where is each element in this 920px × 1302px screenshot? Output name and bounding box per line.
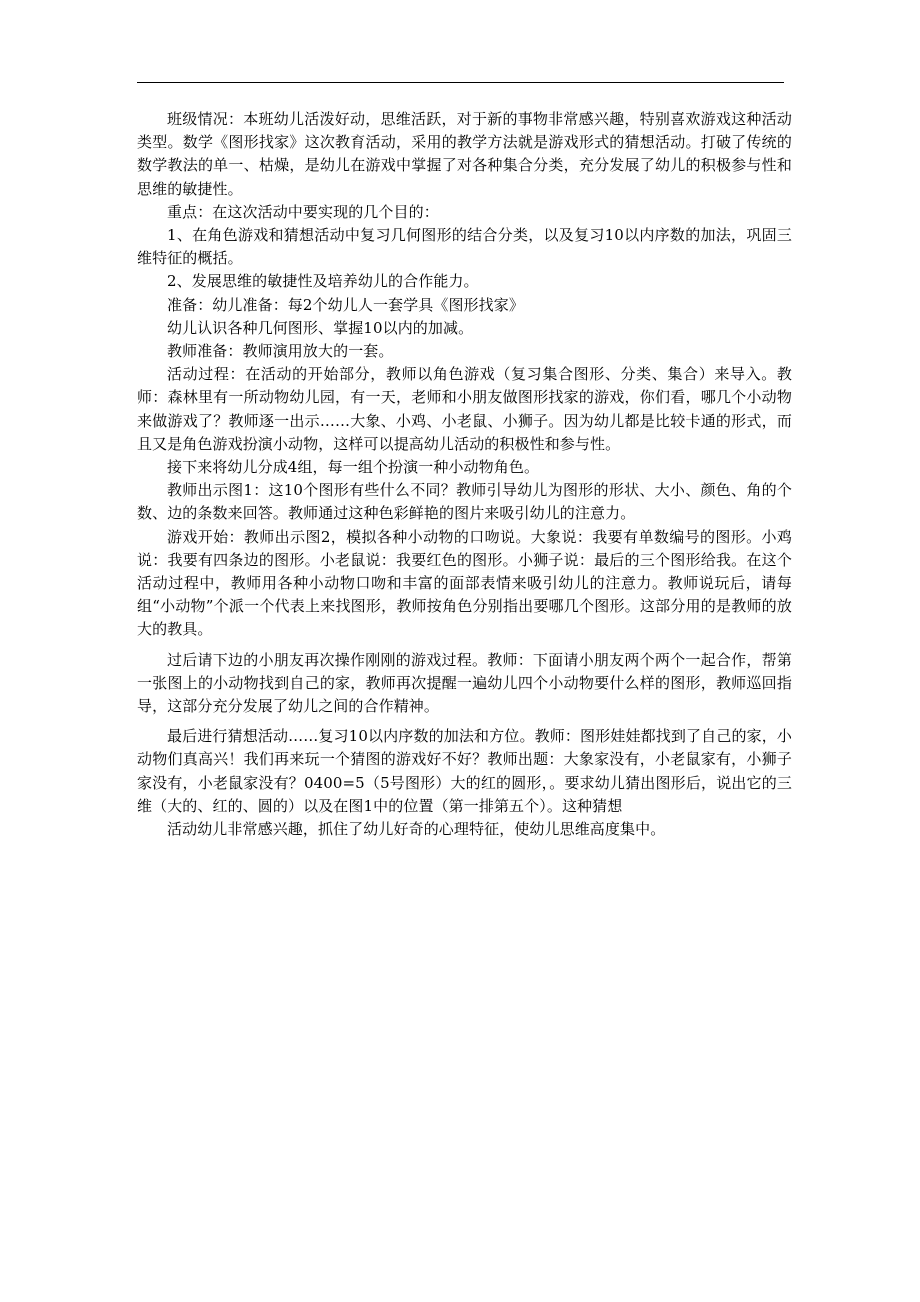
paragraph-preparation: 准备：幼儿准备：每2个幼儿人一套学具《图形找家》 — [167, 295, 524, 314]
paragraph-goal-1: 1、在角色游戏和猜想活动中复习几何图形的结合分类，以及复习10以内序数的加法，巩固三维特征的概括。 — [137, 226, 792, 268]
paragraph-figure-1: 教师出示图1：这10个图形有些什么不同？教师引导幼儿为图形的形状、大小、颜色、角的个数、边的条数来回答。教师通过这种色彩鲜艳的图片来吸引幼儿的注意力。 — [137, 481, 792, 523]
paragraph-cooperation: 过后请下边的小朋友再次操作刚刚的游戏过程。教师：下面请小朋友两个两个一起合作，帮第一张图上的小动物找到自己的家，教师再次提醒一遍幼儿四个小动物要什么样的图形，教师巡回指导，这部分充分发展了幼儿之间的合作精神。 — [137, 650, 792, 716]
paragraph-conclusion: 活动幼儿非常感兴趣，抓住了幼儿好奇的心理特征，使幼儿思维高度集中。 — [167, 820, 666, 839]
paragraph-guessing-activity: 最后进行猜想活动……复习10以内序数的加法和方位。教师：图形娃娃都找到了自己的家，小动物们真高兴！我们再来玩一个猜图的游戏好不好？教师出题：大象家没有，小老鼠家有，小狮子家没有，小老鼠家没有？0400=5（5号图形）大的红的圆形，。要求幼儿猜出图形后，说出它的三维（大的、红的、圆的）以及在图1中的位置（第一排第五个）。这种猜想 — [137, 727, 792, 815]
paragraph-key-points: 重点：在这次活动中要实现的几个目的： — [167, 202, 439, 221]
header-rule — [137, 82, 784, 83]
paragraph-game-start: 游戏开始：教师出示图2，模拟各种小动物的口吻说。大象说：我要有单数编号的图形。小鸡说：我要有四条边的图形。小老鼠说：我要红色的图形。小狮子说：最后的三个图形给我。在这个活动过程中，教师用各种小动物口吻和丰富的面部表情来吸引幼儿的注意力。教师说玩后，请每组“小动物”个派一个代表上来找图形，教师按角色分别指出要哪几个图形。这部分用的是教师的放大的教具。 — [137, 527, 792, 639]
paragraph-class-situation: 班级情况：本班幼儿活泼好动，思维活跃，对于新的事物非常感兴趣，特别喜欢游戏这种活动类型。数学《图形找家》这次教育活动，采用的教学方法就是游戏形式的猜想活动。打破了传统的数学教法的单一、枯燥，是幼儿在游戏中掌握了对各种集合分类，充分发展了幼儿的积极参与性和思维的敏捷性。 — [137, 110, 792, 198]
paragraph-grouping: 接下来将幼儿分成4组，每一组个扮演一种小动物角色。 — [167, 458, 540, 477]
paragraph-teacher-preparation: 教师准备：教师演用放大的一套。 — [167, 342, 394, 361]
paragraph-child-knowledge: 幼儿认识各种几何图形、掌握10以内的加减。 — [167, 318, 474, 337]
paragraph-activity-process: 活动过程：在活动的开始部分，教师以角色游戏（复习集合图形、分类、集合）来导入。教师：森林里有一所动物幼儿园，有一天，老师和小朋友做图形找家的游戏，你们看，哪几个小动物来做游戏了？教师逐一出示……大象、小鸡、小老鼠、小狮子。因为幼儿都是比较卡通的形式，而且又是角色游戏扮演小动物，这样可以提高幼儿活动的积极性和参与性。 — [137, 365, 792, 453]
document-body — [137, 108, 792, 841]
paragraph-goal-2: 2、发展思维的敏捷性及培养幼儿的合作能力。 — [167, 272, 479, 291]
